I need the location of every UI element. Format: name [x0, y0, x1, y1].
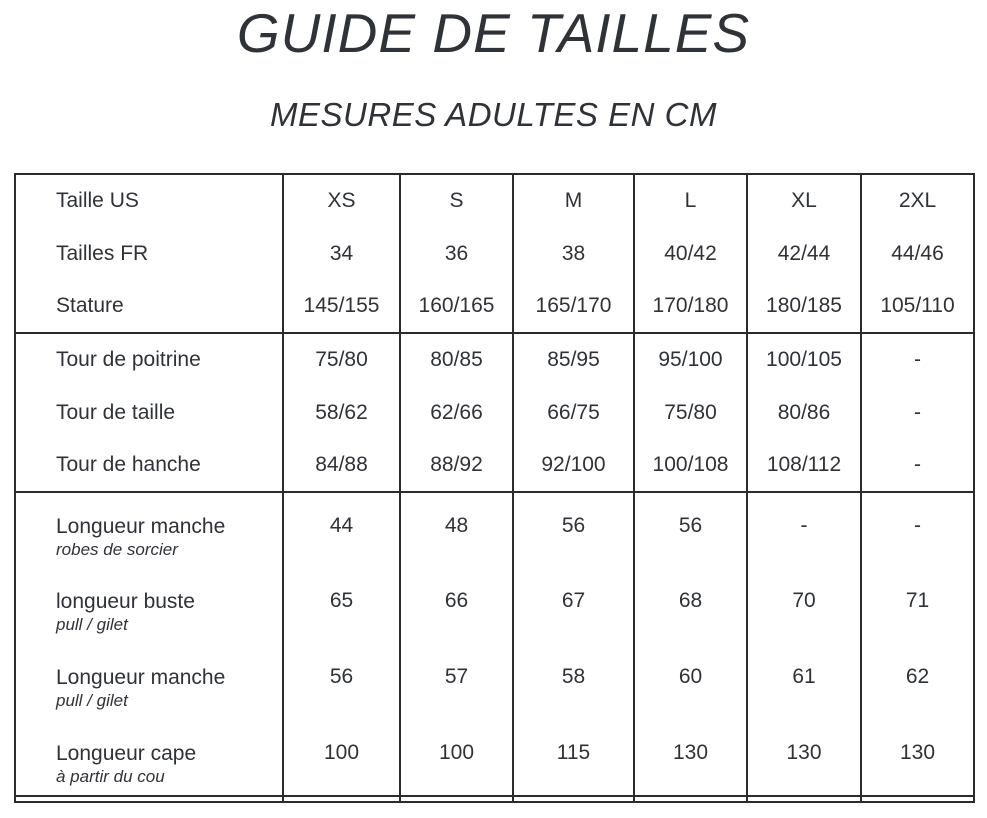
- table-row: [15, 439, 974, 492]
- table-cell: S: [400, 174, 513, 227]
- row-label: longueur buste: [56, 590, 195, 613]
- row-label-cell: [15, 386, 283, 439]
- table-cell: 100/108: [634, 439, 747, 492]
- table-row: [15, 644, 974, 720]
- table-cell: 60: [634, 644, 747, 720]
- table-cell: 100: [400, 720, 513, 796]
- table-cell: XS: [283, 174, 400, 227]
- row-label: Tour de poitrine: [56, 348, 201, 371]
- row-sublabel: robes de sorcier: [56, 540, 178, 559]
- table-cell: 48: [400, 492, 513, 568]
- table-cell: 36: [400, 227, 513, 280]
- table-cell: 44: [283, 492, 400, 568]
- table-cell: 108/112: [747, 439, 861, 492]
- page-title: GUIDE DE TAILLES: [236, 2, 751, 64]
- table-cell: 62/66: [400, 386, 513, 439]
- table-cell: 100/105: [747, 333, 861, 386]
- table-cell: 65: [283, 568, 400, 644]
- table-cell: -: [861, 492, 974, 568]
- table-cell: [400, 796, 513, 802]
- table-cell: 100: [283, 720, 400, 796]
- table-cell: 58: [513, 644, 634, 720]
- table-cell: 95/100: [634, 333, 747, 386]
- size-guide-table: [14, 173, 975, 803]
- table-cell: 88/92: [400, 439, 513, 492]
- table-cell: M: [513, 174, 634, 227]
- row-label-cell: [15, 644, 283, 720]
- table-cell: 145/155: [283, 280, 400, 333]
- table-cell: 130: [861, 720, 974, 796]
- row-sublabel: pull / gilet: [56, 615, 128, 634]
- table-cell: 57: [400, 644, 513, 720]
- row-label: Tour de hanche: [56, 453, 201, 476]
- row-label: Longueur cape: [56, 742, 197, 765]
- row-label-cell: [15, 568, 283, 644]
- table-row: [15, 568, 974, 644]
- table-cell: 62: [861, 644, 974, 720]
- section-body-measures: [15, 333, 974, 492]
- table-row: [15, 720, 974, 796]
- table-row: [15, 333, 974, 386]
- table-cell: 56: [513, 492, 634, 568]
- row-label-cell: [15, 280, 283, 333]
- section-garment-lengths: [15, 492, 974, 796]
- table-row: [15, 386, 974, 439]
- table-cell: 71: [861, 568, 974, 644]
- table-cell: [283, 796, 400, 802]
- row-label: Longueur manche: [56, 515, 226, 538]
- table-cell: 42/44: [747, 227, 861, 280]
- table-cell: 75/80: [634, 386, 747, 439]
- table-cell: -: [747, 492, 861, 568]
- table-cell: 80/85: [400, 333, 513, 386]
- table-cell: 85/95: [513, 333, 634, 386]
- table-row: [15, 280, 974, 333]
- table-row: [15, 492, 974, 568]
- table-cell: 84/88: [283, 439, 400, 492]
- row-label: Longueur manche: [56, 666, 226, 689]
- row-label-cell: [15, 720, 283, 796]
- table-cell: 61: [747, 644, 861, 720]
- row-sublabel: pull / gilet: [56, 691, 128, 710]
- page-subtitle: MESURES ADULTES EN CM: [270, 96, 717, 133]
- table-cell: L: [634, 174, 747, 227]
- row-label: Stature: [56, 294, 124, 317]
- row-label-cell: [15, 227, 283, 280]
- table-cell: [513, 796, 634, 802]
- table-cell: 160/165: [400, 280, 513, 333]
- table-cell: 75/80: [283, 333, 400, 386]
- table-cell: 115: [513, 720, 634, 796]
- table-cell: 130: [634, 720, 747, 796]
- row-label: Tour de taille: [56, 400, 176, 424]
- table-cell: -: [861, 439, 974, 492]
- table-cell: 92/100: [513, 439, 634, 492]
- row-label: Tailles FR: [56, 241, 149, 265]
- table-cell: 170/180: [634, 280, 747, 333]
- table-row: [15, 227, 974, 280]
- row-label-cell: [15, 492, 283, 568]
- table-cell: 180/185: [747, 280, 861, 333]
- row-label-cell: [15, 333, 283, 386]
- table-cell: 44/46: [861, 227, 974, 280]
- table-cell: 165/170: [513, 280, 634, 333]
- row-sublabel: à partir du cou: [56, 767, 165, 786]
- row-label-cell: [15, 174, 283, 227]
- table-cell: 70: [747, 568, 861, 644]
- table-cell: XL: [747, 174, 861, 227]
- table-cell: -: [861, 386, 974, 439]
- table-cell: 2XL: [861, 174, 974, 227]
- table-cell: 34: [283, 227, 400, 280]
- section-bottom-strip: [15, 796, 974, 802]
- table-cell: 80/86: [747, 386, 861, 439]
- table-cell: 130: [747, 720, 861, 796]
- table-cell: 40/42: [634, 227, 747, 280]
- table-cell: [747, 796, 861, 802]
- table-cell: 105/110: [861, 280, 974, 333]
- table-row: [15, 796, 974, 802]
- table-cell: 67: [513, 568, 634, 644]
- row-label: Taille US: [56, 189, 139, 212]
- section-sizes: [15, 174, 974, 333]
- table-cell: 56: [634, 492, 747, 568]
- table-cell: 66/75: [513, 386, 634, 439]
- table-row: [15, 174, 974, 227]
- table-cell: 58/62: [283, 386, 400, 439]
- table-cell: [15, 796, 283, 802]
- table-cell: 68: [634, 568, 747, 644]
- table-cell: -: [861, 333, 974, 386]
- table-cell: 38: [513, 227, 634, 280]
- table-cell: [634, 796, 747, 802]
- row-label-cell: [15, 439, 283, 492]
- table-cell: [861, 796, 974, 802]
- table-cell: 56: [283, 644, 400, 720]
- table-cell: 66: [400, 568, 513, 644]
